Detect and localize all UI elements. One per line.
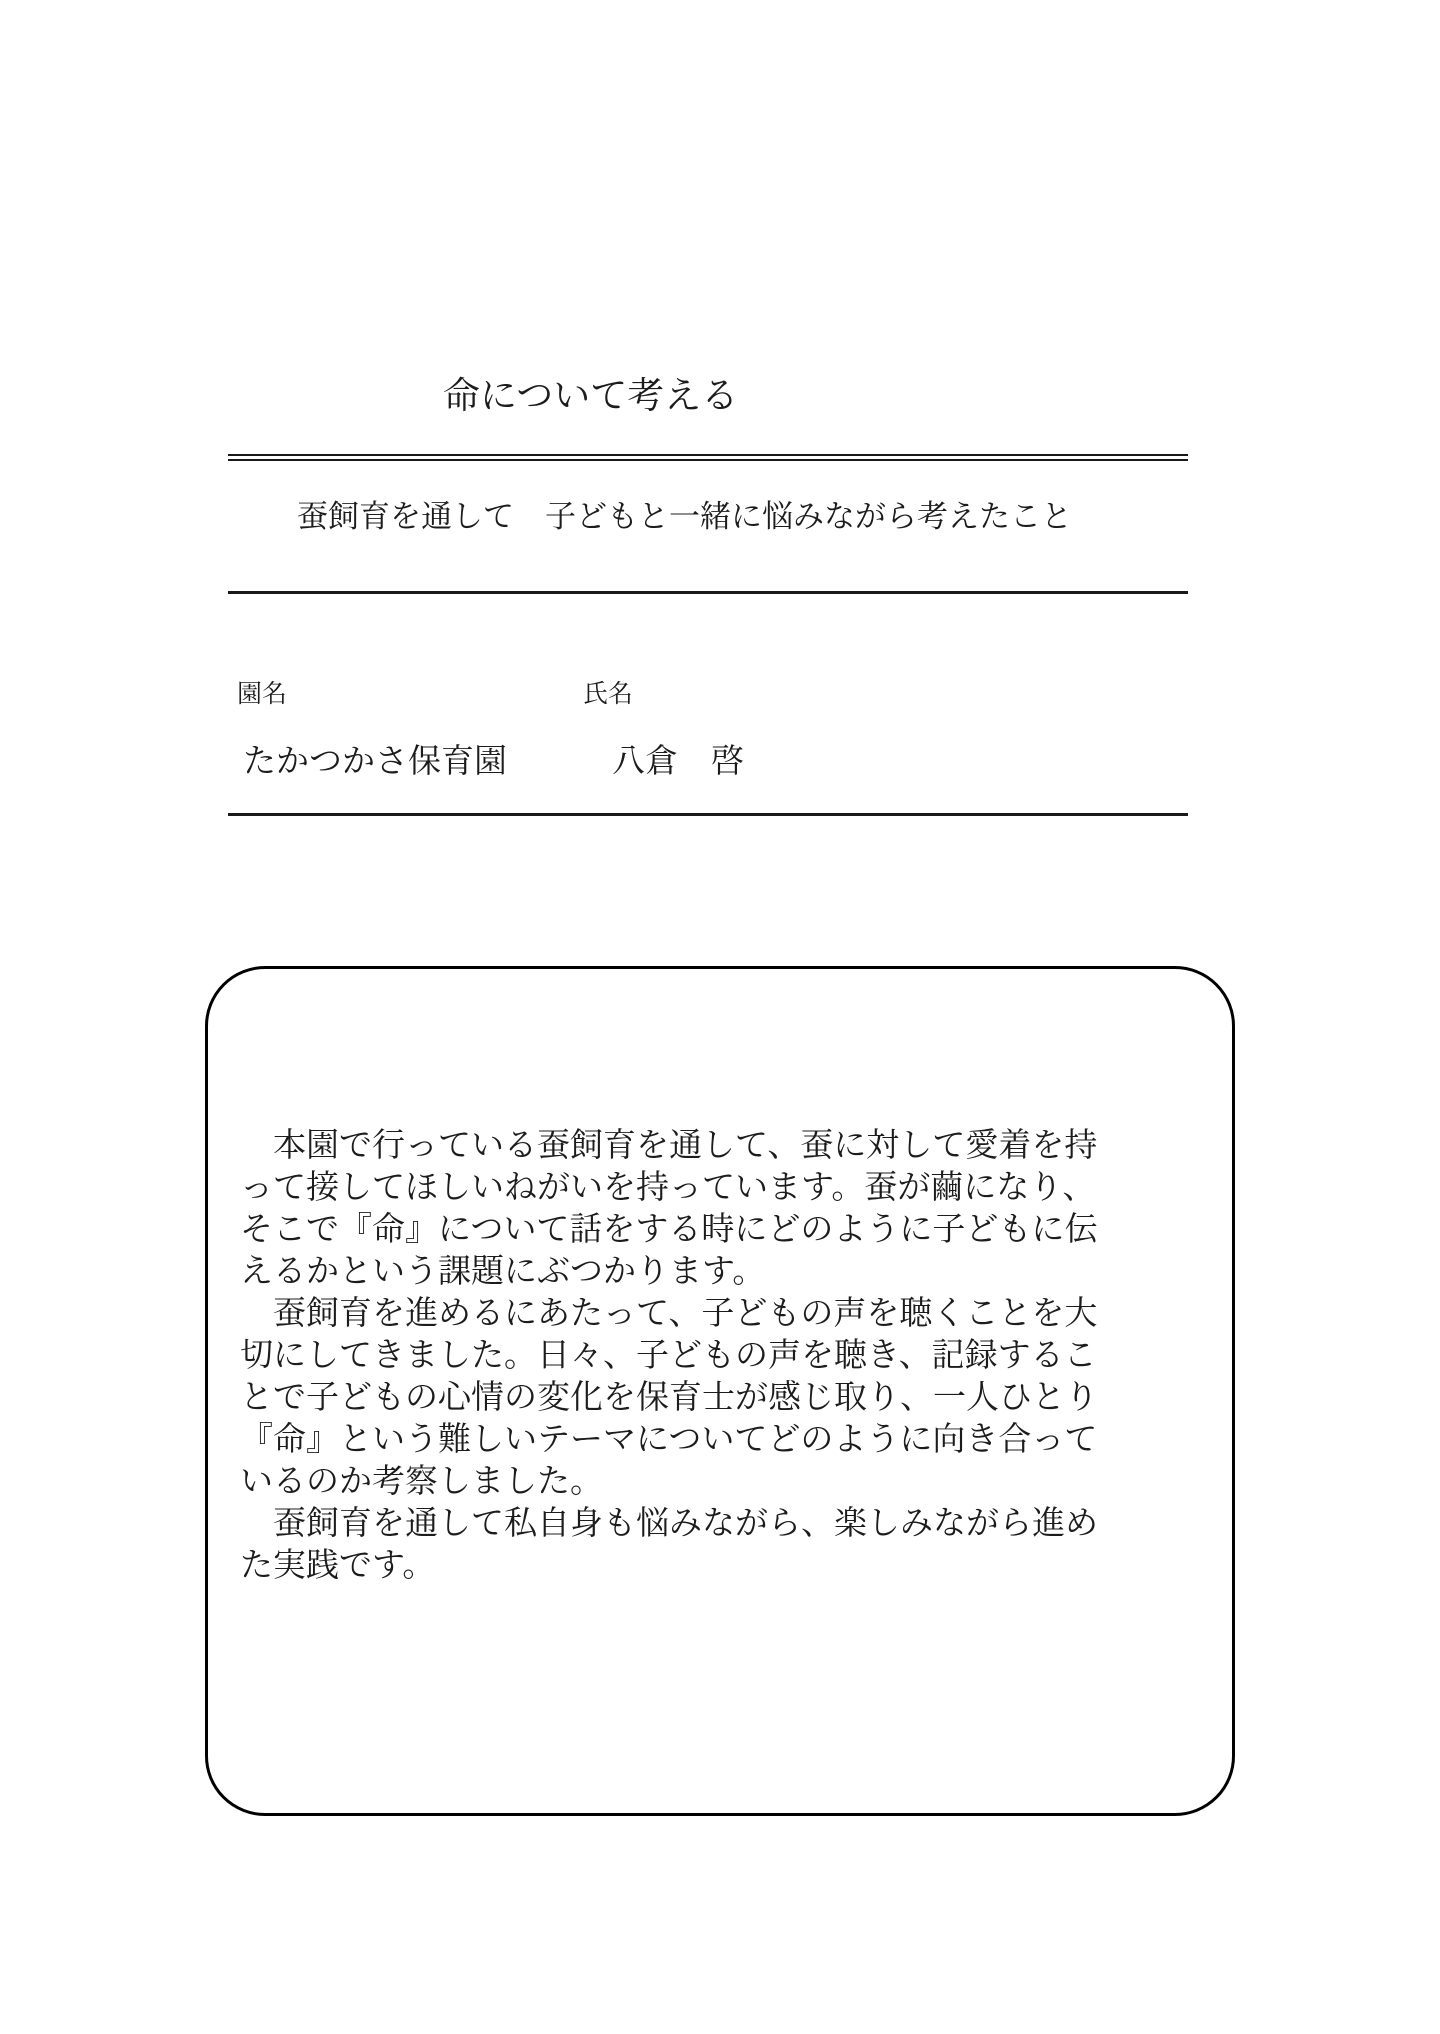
abstract-line: 『命』という難しいテーマについてどのように向き合って <box>240 1419 1098 1458</box>
names-underline <box>228 813 1188 816</box>
abstract-text <box>240 1124 1140 1586</box>
abstract-line: 切にしてきました。日々、子どもの声を聴き、記録するこ <box>240 1335 1097 1374</box>
document-title: 命について考える <box>443 374 739 417</box>
abstract-line: えるかという課題にぶつかります。 <box>240 1251 766 1290</box>
abstract-line: いるのか考察しました。 <box>240 1461 603 1500</box>
abstract-line: 蚕飼育を進めるにあたって、子どもの声を聴くことを大 <box>240 1293 1098 1332</box>
abstract-line: 蚕飼育を通して私自身も悩みながら、楽しみながら進め <box>240 1503 1098 1542</box>
abstract-line: そこで『命』について話をする時にどのように子どもに伝 <box>240 1209 1098 1248</box>
abstract-line: とで子どもの心情の変化を保育士が感じ取り、一人ひとり <box>240 1377 1098 1416</box>
abstract-line: 本園で行っている蚕飼育を通して、蚕に対して愛着を持 <box>240 1125 1098 1164</box>
org-name-label: 園名 <box>237 679 288 708</box>
subtitle-underline <box>228 591 1188 594</box>
org-name-value: たかつかさ保育園 <box>243 741 507 780</box>
abstract-line: た実践です。 <box>240 1545 436 1584</box>
document-subtitle: 蚕飼育を通して 子どもと一緒に悩みながら考えたこと <box>297 499 1072 535</box>
title-double-underline <box>228 454 1188 461</box>
person-name-value: 八倉 啓 <box>612 741 744 780</box>
abstract-line: って接してほしいねがいを持っています。蚕が繭になり、 <box>240 1167 1096 1206</box>
person-name-label: 氏名 <box>583 679 634 708</box>
